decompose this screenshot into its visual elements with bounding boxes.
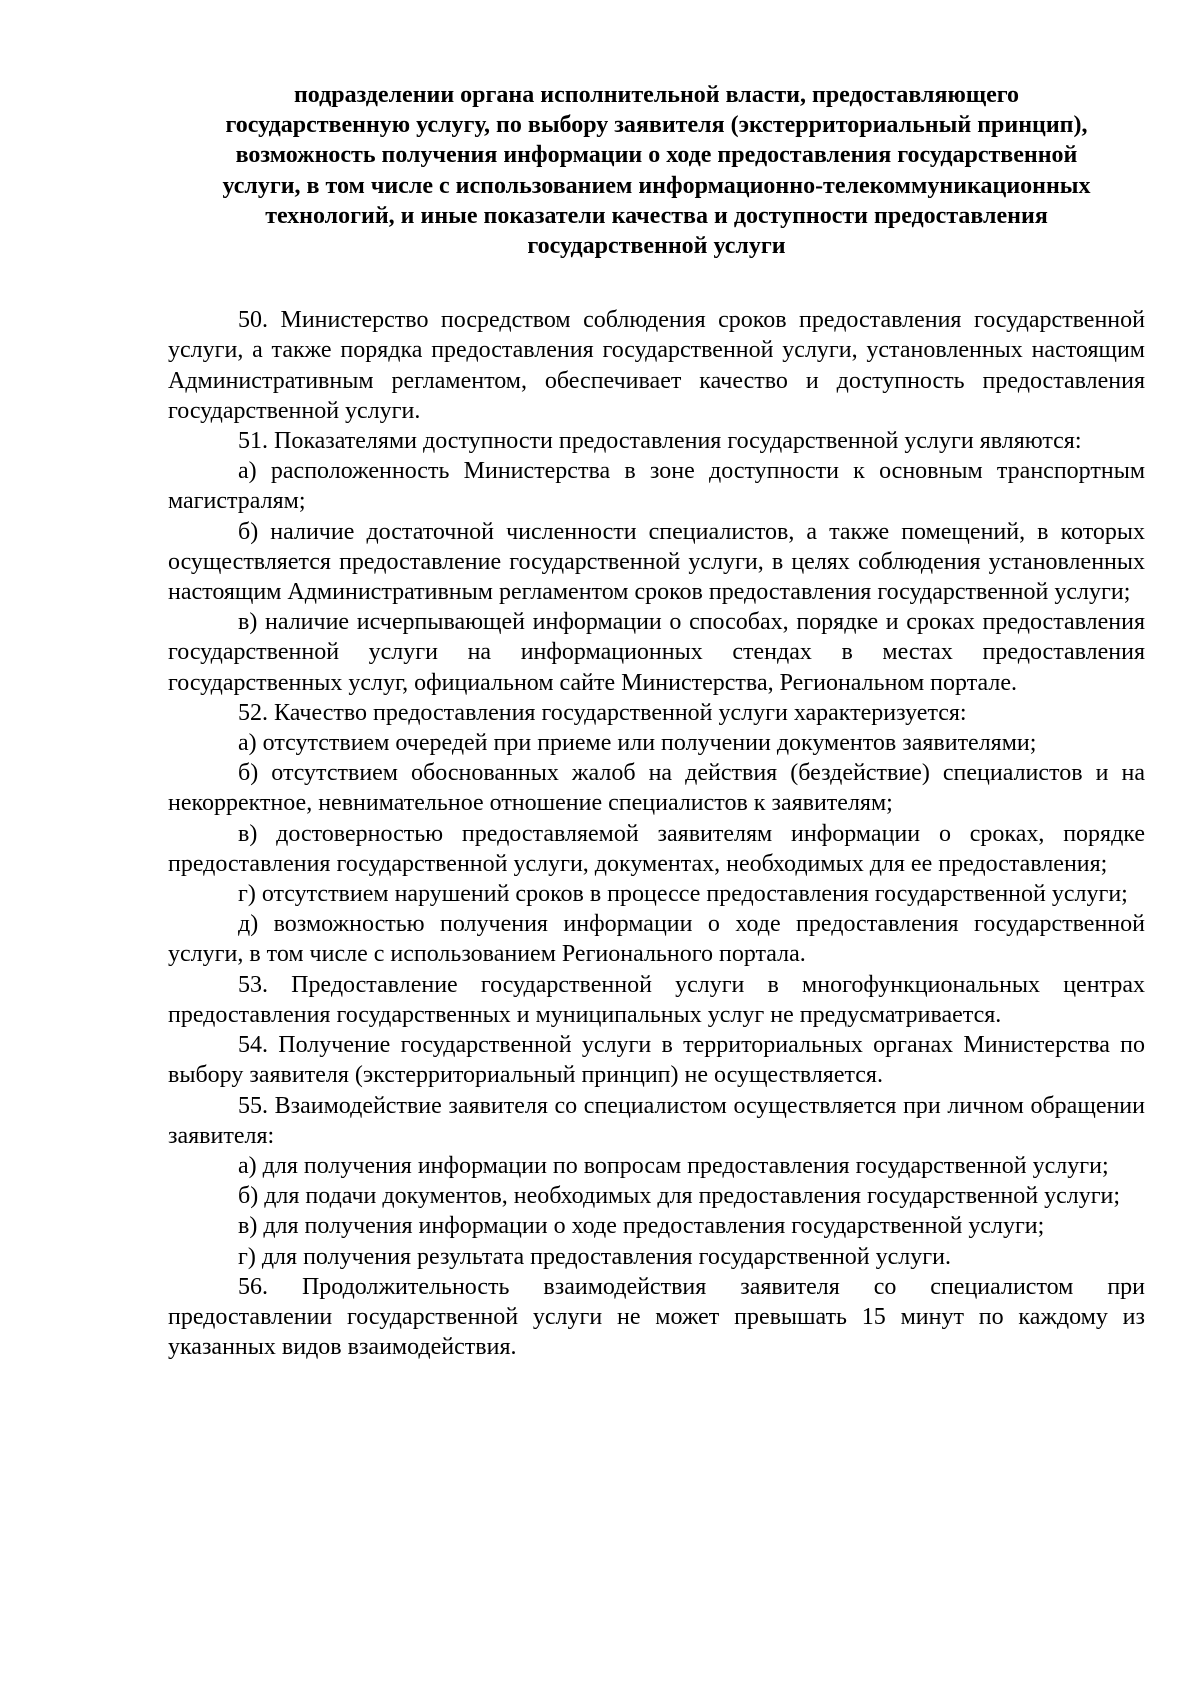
paragraph-52-b: б) отсутствием обоснованных жалоб на действия (бездействие) специалистов и на некорректное, невнимательное отношение специалистов к заявителям;	[168, 760, 1145, 817]
paragraph-52-d: д) возможностью получения информации о ходе предоставления государственной услуги, в том числе с использованием Регионального портала.	[168, 911, 1145, 968]
heading-line: услуги, в том числе с использованием информационно-телекоммуникационных	[222, 172, 1091, 199]
paragraph-52-v: в) достоверностью предоставляемой заявителям информации о сроках, порядке предоставления государственной услуги, документах, необходимых для ее предоставления;	[168, 820, 1145, 877]
paragraph-55-g: г) для получения результата предоставления государственной услуги.	[238, 1243, 951, 1270]
heading-line: государственную услугу, по выбору заявителя (экстерриториальный принцип),	[225, 112, 1088, 139]
paragraph-53: 53. Предоставление государственной услуги в многофункциональных центрах предоставления государственных и муниципальных услуг не предусматривается.	[168, 971, 1145, 1028]
paragraph-56: 56. Продолжительность взаимодействия заявителя со специалистом при предоставлении государственной услуги не может превышать 15 минут по каждому из указанных видов взаимодействия.	[168, 1273, 1145, 1361]
paragraph-55-v: в) для получения информации о ходе предоставления государственной услуги;	[238, 1213, 1045, 1240]
paragraph-54: 54. Получение государственной услуги в территориальных органах Министерства по выбору заявителя (экстерриториальный принцип) не осуществляется.	[168, 1032, 1145, 1089]
paragraph-55-a: а) для получения информации по вопросам предоставления государственной услуги;	[238, 1152, 1109, 1179]
heading-line: технологий, и иные показатели качества и доступности предоставления	[265, 202, 1048, 229]
paragraph-51-a: а) расположенность Министерства в зоне доступности к основным транспортным магистралям;	[168, 458, 1145, 515]
document-page	[168, 80, 1145, 1362]
section-heading	[168, 80, 1145, 261]
heading-line: государственной услуги	[527, 233, 786, 260]
paragraph-51-v: в) наличие исчерпывающей информации о способах, порядке и сроках предоставления государственной услуги на информационных стендах в местах предоставления государственных услуг, официальном сайте Министерства, Региональном портале.	[168, 609, 1145, 696]
paragraph-55-b: б) для подачи документов, необходимых для предоставления государственной услуги;	[238, 1183, 1121, 1210]
paragraph-51: 51. Показателями доступности предоставления государственной услуги являются:	[238, 428, 1082, 455]
paragraph-51-b: б) наличие достаточной численности специалистов, а также помещений, в которых осуществляется предоставление государственной услуги, в целях соблюдения установленных настоящим Административным регламентом сроков предоставления государственной услуги;	[168, 518, 1145, 606]
heading-line: возможность получения информации о ходе предоставления государственной	[235, 142, 1078, 169]
heading-line: подразделении органа исполнительной власти, предоставляющего	[293, 82, 1020, 108]
paragraph-52-g: г) отсутствием нарушений сроков в процессе предоставления государственной услуги;	[238, 881, 1128, 908]
paragraph-55: 55. Взаимодействие заявителя со специалистом осуществляется при личном обращении заявителя:	[168, 1092, 1145, 1149]
paragraph-52-a: а) отсутствием очередей при приеме или получении документов заявителями;	[238, 730, 1037, 757]
paragraph-52: 52. Качество предоставления государственной услуги характеризуется:	[238, 699, 967, 726]
paragraph-50: 50. Министерство посредством соблюдения сроков предоставления государственной услуги, а также порядка предоставления государственной услуги, установленных настоящим Административным регламентом, обеспечивает качество и доступность предоставления государственной услуги.	[168, 307, 1145, 424]
